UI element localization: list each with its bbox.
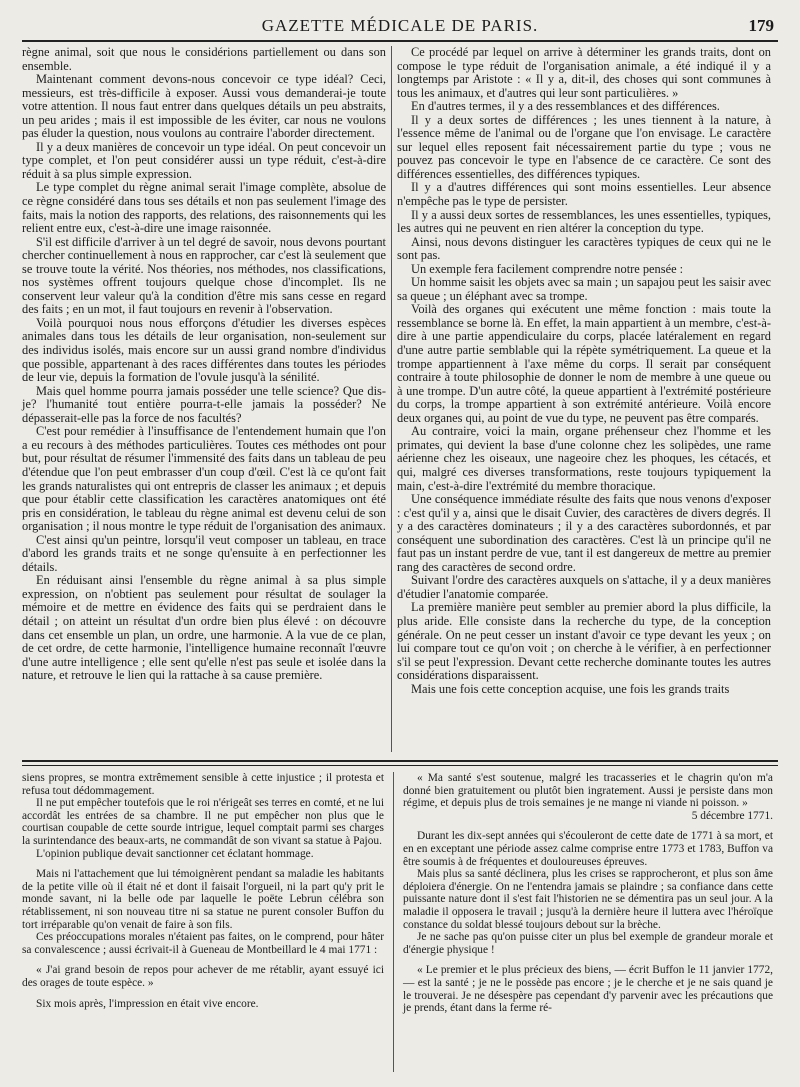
column-divider	[393, 772, 394, 1072]
paragraph: Voilà des organes qui exécutent une même fonction : mais toute la ressemblance se borne là. En effet, la main appartient à un membre, c'est-à-dire à une partie appendiculaire du corps, placée latéralement en regard d'une autre partie semblable qui la répète symétriquement. La queue et la trompe appartiennent à l'axe même du corps. Il serait par conséquent contraire à toute philosophie de donner le nom de membre à une queue ou à une trompe. D'un autre côté, la queue appartient à l'extrémité postérieure du corps, la trompe appartient à son extrémité antérieure. Voilà encore deux organes qui, au point de vue du type, ne peuvent pas être comparés.	[397, 302, 771, 425]
paragraph: Mais ni l'attachement que lui témoignèrent pendant sa maladie les habitants de la petite ville où il était né et dont il faisait l'orgueil, ni la part qu'y prit le monde savant, ni la belle ode par laquelle le poëte Lebrun célébra son rétablissement, ni son nouveau titre ni sa statue ne purent consoler Buffon du tort irréparable qu'on venait de faire à son fils.	[22, 868, 384, 931]
paragraph: Il y a deux sortes de différences ; les unes tiennent à la nature, à l'essence même de l'animal ou de l'organe que l'on envisage. Le caractère sur lequel elles reposent fait nécessairement partie du type ; vous ne pouvez pas concevoir le type en l'absence de ce caractère. Ce sont des différences essentielles, des différences typiques.	[397, 112, 771, 181]
page-header	[22, 14, 778, 42]
paragraph: Il y a deux manières de concevoir un type idéal. On peut concevoir un type complet, et l'on peut considérer aussi un type réduit, c'est-à-dire réduit à sa plus simple expression.	[22, 139, 386, 181]
paragraph: C'est pour remédier à l'insuffisance de l'entendement humain que l'on a eu recours à des méthodes particulières. Toutes ces méthodes ont pour but, pour résultat de résumer l'immensité des faits dans un tableau de peu d'étendue que l'on peut embrasser d'un coup d'œil. C'est là ce qu'ont fait les grands naturalistes qui ont entrepris de classer les animaux ; et depuis que pour établir cette classification les caractères anatomiques ont été pris en considération, le tableau du règne animal est devenu celui de son organisation ; il nous montre le type réduit de l'organisation des animaux.	[22, 424, 386, 534]
paragraph: S'il est difficile d'arriver à un tel degré de savoir, nous devons pourtant chercher continuellement à nous en rapprocher, car c'est là seulement que se trouve toute la vérité. Nos théories, nos méthodes, nos classifications, nos systèmes offrent toujours quelque chose d'incomplet. Ils ne conservent leur valeur qu'à la condition d'être mis sans cesse en regard des faits ; en un mot, il faut toujours en revenir à l'observation.	[22, 234, 386, 317]
section-rule	[22, 765, 778, 766]
feuilleton-column-left	[22, 772, 384, 1010]
paragraph: La première manière peut sembler au premier abord la plus difficile, la plus aride. Elle consiste dans la recherche du type, de la conception générale. On ne peut cesser un instant d'avoir ce type devant les yeux ; on lui compare tout ce qu'on voit ; on cherche à le vérifier, à en perfectionner s'il se peut l'expression. Devant cette recherche dominante toutes les autres considérations disparaissent.	[397, 600, 771, 683]
paragraph: Durant les dix-sept années qui s'écouleront de cette date de 1771 à sa mort, et en en exceptant une période assez calme comprise entre 1773 et 1783, Buffon va être soumis à de fréquentes et douloureuses épreuves.	[403, 830, 773, 868]
paragraph: Mais une fois cette conception acquise, une fois les grands traits	[411, 681, 730, 696]
paragraph: Le type complet du règne animal serait l'image complète, absolue de ce règne considéré dans tous ses détails et non pas seulement l'image des faits, mais la notion des rapports, des relations, des raisonnements qui les relient entre eux, c'est-à-dire une image raisonnée.	[22, 180, 386, 236]
article-column-left	[22, 46, 386, 683]
paragraph: Voilà pourquoi nous nous efforçons d'étudier les diverses espèces animales dans tous les détails de leur organisation, non-seulement sur des individus isolés, mais encore sur un aussi grand nombre d'individus que possible, appartenant à des races différentes dans toutes les périodes de leur vie, depuis la formation de l'ovule jusqu'à la sénilité.	[22, 315, 386, 385]
paragraph: Ainsi, nous devons distinguer les caractères typiques de ceux qui ne le sont pas.	[397, 234, 771, 263]
paragraph: C'est ainsi qu'un peintre, lorsqu'il veut composer un tableau, en trace d'abord les grands traits et ne songe qu'ensuite à en perfectionner les détails.	[22, 532, 386, 574]
spacer	[22, 956, 384, 964]
paragraph: Il y a d'autres différences qui sont moins essentielles. Leur absence n'empêche pas le type de persister.	[397, 180, 771, 209]
paragraph: règne animal, soit que nous le considérions partiellement ou dans son ensemble.	[22, 45, 386, 73]
paragraph: Ce procédé par lequel on arrive à déterminer les grands traits, dont on compose le type réduit de l'organisation animale, a été indiqué il y a longtemps par Aristote : « Il y a, dit-il, des choses qui sont communes à tous les animaux, et d'autres qui leur sont particulières. »	[397, 45, 771, 100]
quotation: « Le premier et le plus précieux des biens, — écrit Buffon le 11 janvier 1772, — est la santé ; je ne le possède pas encore ; je le cherche et je ne sais quand je le trouverai. Je ne désespère pas cependant d'y parvenir avec les précautions que je prends, étant dans la ferme ré-	[403, 964, 773, 1015]
column-divider	[391, 46, 392, 752]
paragraph: Il y a aussi deux sortes de ressemblances, les unes essentielles, typiques, les autres qui ne peuvent en rien altérer la conception du type.	[397, 207, 771, 236]
paragraph: Un exemple fera facilement comprendre notre pensée :	[411, 261, 684, 276]
paragraph: siens propres, se montra extrêmement sensible à cette injustice ; il protesta et refusa tout dédommagement.	[22, 772, 384, 797]
letter-date: 5 décembre 1771.	[691, 809, 773, 822]
paragraph: Mais quel homme pourra jamais posséder une telle science? Que dis-je? l'humanité tout entière pourra-t-elle jamais la posséder? Ne dépasserait-elle pas la force de nos facultés?	[22, 383, 386, 425]
paragraph: L'opinion publique devait sanctionner cet éclatant hommage.	[36, 847, 314, 860]
spacer	[403, 956, 773, 964]
quotation: « Ma santé s'est soutenue, malgré les tracasseries et le chagrin qu'on m'a donné bien gratuitement ou plutôt bien ingratement. Aussi je persiste dans mon régime, et depuis plus de trois semaines je ne mange ni viande ni poisson. »	[403, 772, 773, 810]
paragraph: Au contraire, voici la main, organe préhenseur chez l'homme et les primates, qui devient la base d'une colonne chez les solipèdes, une rame aérienne chez les oiseaux, une nageoire chez les phoques, les cétacés, et qui, malgré ces diverses transformations, reste toujours typiquement la main, c'est-à-dire l'extrémité du membre thoracique.	[397, 424, 771, 493]
paragraph: Ces préoccupations morales n'étaient pas faites, on le comprend, pour hâter sa convalescence ; aussi écrivait-il à Gueneau de Montbeillard le 4 mai 1771 :	[22, 931, 384, 956]
feuilleton-column-right	[403, 772, 773, 1015]
spacer	[22, 860, 384, 868]
page-number: 179	[748, 16, 774, 35]
article-column-right	[397, 46, 771, 696]
paragraph: Maintenant comment devons-nous concevoir ce type idéal? Ceci, messieurs, est très-difficile à exposer. Aussi vous demanderai-je toute votre attention. Il nous faut entrer dans quelques détails un peu abstraits, un peu arides ; mais il est impossible de les éviter, car nous ne voulons pas éluder la question, nous voulons au contraire l'aborder directement.	[22, 72, 386, 141]
paragraph: En d'autres termes, il y a des ressemblances et des différences.	[411, 99, 720, 114]
section-rule	[22, 760, 778, 762]
paragraph: Je ne sache pas qu'on puisse citer un plus bel exemple de grandeur morale et d'énergie physique !	[403, 931, 773, 956]
paragraph: Il ne put empêcher toutefois que le roi n'érigeât ses terres en comté, et ne lui accordât les entrées de sa chambre. Il ne put empêcher non plus que le courtisan coupable de cette sourde intrigue, lequel comptait parmi ses charges la surintendance des beaux-arts, ne commandât de son vivant sa statue à Pajou.	[22, 797, 384, 847]
spacer	[403, 822, 773, 830]
spacer	[22, 990, 384, 998]
paragraph: En réduisant ainsi l'ensemble du règne animal à sa plus simple expression, on n'obtient pas seulement pour résultat de soulager la mémoire et de mettre en évidence des faits qui se perdraient dans le détail ; on atteint un résultat d'un ordre bien plus élevé : on découvre dans cet ensemble un plan, un ordre, une harmonie. A la vue de ce plan, de cet ordre, de cette harmonie, l'intelligence humaine reconnaît l'œuvre d'une autre intelligence ; elle sent qu'elle n'est pas seule et isolée dans la nature, et retrouve le lien qui la rattache à sa cause première.	[22, 573, 386, 683]
paragraph: Mais plus sa santé déclinera, plus les crises se rapprocheront, et plus son âme déploiera d'énergie. On ne l'entendra jamais se plaindre ; sa confiance dans cette puissante nature dont il s'est fait l'historien ne se démentira pas un seul jour. A la maladie il opposera le travail ; jusqu'à la dernière heure il luttera avec l'héroïque constance du soldat blessé toujours debout sur la brèche.	[403, 868, 773, 931]
quotation: « J'ai grand besoin de repos pour achever de me rétablir, ayant essuyé ici des orages de toute espèce. »	[22, 964, 384, 989]
paragraph: Six mois après, l'impression en était vive encore.	[36, 997, 259, 1010]
paragraph: Un homme saisit les objets avec sa main ; un sapajou peut les saisir avec sa queue ; un éléphant avec sa trompe.	[397, 275, 771, 303]
paragraph: Suivant l'ordre des caractères auxquels on s'attache, il y a deux manières d'étudier l'anatomie comparée.	[397, 573, 771, 601]
journal-title: GAZETTE MÉDICALE DE PARIS.	[261, 16, 539, 35]
paragraph: Une conséquence immédiate résulte des faits que nous venons d'exposer : c'est qu'il y a, ainsi que le disait Cuvier, des caractères de divers degrés. Il y a des caractères dominateurs ; il y a des caractères subordonnés, et par conséquent une subordination des caractères. C'est là un principe qu'il ne faut pas un instant perdre de vue, tant il est dangereux de mettre au premier rang des caractères de second ordre.	[397, 492, 771, 574]
